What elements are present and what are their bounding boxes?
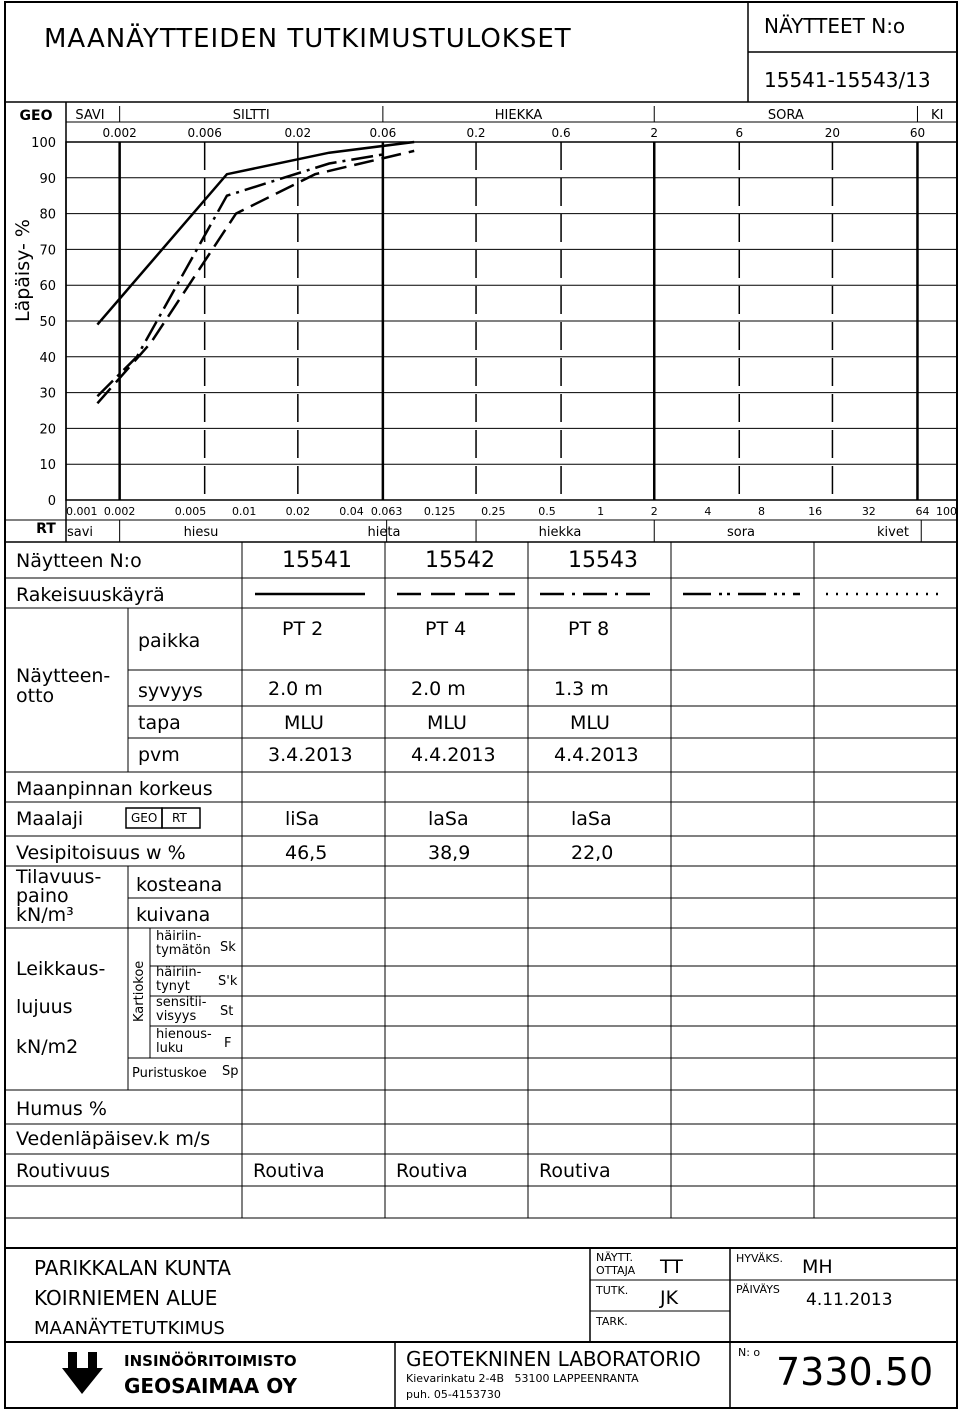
- shear-label-3: kN/m2: [16, 1036, 79, 1058]
- method-1: MLU: [284, 712, 324, 734]
- place-2: PT 4: [425, 618, 467, 640]
- geo-tick-label: 0.006: [187, 126, 222, 140]
- ground-level-label: Maanpinnan korkeus: [16, 778, 213, 800]
- sampler-label-2: OTTAJA: [596, 1264, 636, 1277]
- rt-class-label: sora: [726, 525, 756, 540]
- sample-no-label: Näytteen N:o: [16, 550, 142, 572]
- place-3: PT 8: [568, 618, 610, 640]
- fineness-label-2: luku: [156, 1041, 184, 1056]
- studied-value: JK: [660, 1287, 679, 1309]
- geo-tick-label: 0.02: [284, 126, 312, 140]
- studied-label: TUTK.: [596, 1284, 629, 1297]
- y-tick-label: 10: [39, 458, 56, 474]
- study-name: MAANÄYTETUTKIMUS: [34, 1318, 225, 1339]
- frost-3: Routiva: [539, 1160, 611, 1182]
- fineness-label-1: hienous-: [156, 1027, 212, 1042]
- geo-class-label: SAVI: [75, 108, 105, 123]
- shear-label-2: lujuus: [16, 996, 73, 1018]
- approved-label: HYVÄKS.: [736, 1252, 784, 1265]
- geo-tick-label: 0.2: [466, 126, 486, 140]
- rt-tick-label: 32: [861, 505, 876, 518]
- sampler-value: TT: [660, 1256, 683, 1278]
- disturbed-label-2: tynyt: [156, 979, 190, 994]
- rt-tick-label: 4: [704, 505, 712, 518]
- date-label: pvm: [138, 744, 180, 766]
- water-label: Vesipitoisuus w %: [16, 842, 186, 864]
- soil-label: Maalaji: [16, 808, 84, 830]
- rt-tick-label: 0.002: [103, 505, 136, 518]
- sample-no-3: 15543: [568, 548, 638, 573]
- water-2: 38,9: [428, 842, 471, 864]
- logo-icon: [62, 1352, 103, 1394]
- compression-symbol: Sp: [222, 1064, 239, 1079]
- rt-tick-label: 1: [597, 505, 605, 518]
- soil-rt: RT: [172, 811, 187, 825]
- lab-address: Kievarinkatu 2-4B 53100 LAPPEENRANTA: [406, 1372, 639, 1385]
- sensitivity-label-1: sensitii-: [156, 995, 207, 1010]
- frost-label: Routivuus: [16, 1160, 110, 1182]
- y-axis-label: Läpäisy- %: [12, 219, 34, 322]
- frost-2: Routiva: [396, 1160, 468, 1182]
- place-label: paikka: [138, 630, 201, 652]
- samples-value: 15541-15543/13: [764, 68, 931, 92]
- rt-tick-label: 16: [808, 505, 823, 518]
- method-2: MLU: [427, 712, 467, 734]
- y-tick-label: 80: [39, 207, 56, 223]
- y-tick-label: 100: [31, 136, 56, 151]
- y-tick-label: 0: [47, 494, 56, 509]
- geo-tick-label: 0.6: [551, 126, 571, 140]
- rt-tick-label: 0.02: [285, 505, 311, 518]
- samples-label: NÄYTTEET N:o: [764, 14, 906, 38]
- date-1: 3.4.2013: [268, 744, 353, 766]
- rt-tick-label: 0.25: [481, 505, 506, 518]
- rt-tick-label: 0.01: [231, 505, 257, 518]
- depth-3: 1.3 m: [554, 678, 609, 700]
- rt-tick-label: 2: [650, 505, 658, 518]
- date-2: 4.4.2013: [411, 744, 496, 766]
- y-tick-label: 70: [39, 243, 56, 259]
- water-3: 22,0: [571, 842, 614, 864]
- method-3: MLU: [570, 712, 610, 734]
- soil-3: laSa: [571, 808, 612, 830]
- rt-tick-label: 64: [915, 505, 930, 518]
- disturbed-label-1: häiriin-: [156, 965, 202, 980]
- checked-label: TARK.: [596, 1315, 628, 1328]
- fineness-symbol: F: [224, 1036, 232, 1051]
- humus-label: Humus %: [16, 1098, 107, 1120]
- lab-name: GEOTEKNINEN LABORATORIO: [406, 1347, 701, 1371]
- company-name-2: GEOSAIMAA OY: [124, 1374, 297, 1398]
- method-label: tapa: [138, 712, 181, 734]
- rt-label: RT: [36, 521, 56, 537]
- rt-tick-label: 0.063: [370, 505, 403, 518]
- geo-tick-label: 60: [909, 126, 926, 140]
- date-3: 4.4.2013: [554, 744, 639, 766]
- lab-phone: puh. 05-4153730: [406, 1388, 501, 1401]
- water-1: 46,5: [285, 842, 328, 864]
- density-label-2: paino: [16, 885, 69, 907]
- geo-class-label: HIEKKA: [494, 108, 543, 123]
- shear-label-1: Leikkaus-: [16, 958, 106, 980]
- depth-1: 2.0 m: [268, 678, 323, 700]
- cone-test-label: Kartiokoe: [132, 960, 147, 1022]
- compression-label: Puristuskoe: [132, 1066, 207, 1081]
- grain-size-chart: [0, 0, 960, 545]
- y-tick-label: 30: [39, 386, 56, 402]
- company-name-1: INSINÖÖRITOIMISTO: [124, 1352, 297, 1370]
- rt-tick-label: 8: [758, 505, 766, 518]
- depth-label: syvyys: [138, 680, 203, 702]
- series-line-15542: [97, 151, 414, 403]
- rt-tick-label: 0.005: [174, 505, 207, 518]
- density-wet-label: kosteana: [136, 874, 223, 896]
- geo-label: GEO: [19, 108, 53, 124]
- municipality: PARIKKALAN KUNTA: [34, 1256, 231, 1280]
- report-no-label: N: o: [738, 1346, 761, 1359]
- undisturbed-label-1: häiriin-: [156, 929, 202, 944]
- geo-class-label: SORA: [767, 108, 804, 123]
- area-name: KOIRNIEMEN ALUE: [34, 1286, 218, 1310]
- rt-class-label: hiekka: [538, 525, 582, 540]
- sample-no-1: 15541: [282, 548, 352, 573]
- approved-value: MH: [802, 1256, 833, 1278]
- undisturbed-label-2: tymätön: [156, 943, 211, 958]
- sampler-label-1: NÄYTT.: [596, 1251, 634, 1264]
- geo-tick-label: 0.002: [102, 126, 137, 140]
- soil-geo: GEO: [131, 811, 158, 825]
- depth-2: 2.0 m: [411, 678, 466, 700]
- geo-tick-label: 2: [650, 126, 659, 140]
- density-label-1: Tilavuus-: [16, 866, 102, 888]
- sampling-label: Näytteen- otto: [16, 665, 111, 707]
- y-tick-label: 20: [39, 422, 56, 438]
- rt-tick-label: 0.125: [423, 505, 456, 518]
- curve-label: Rakeisuuskäyrä: [16, 584, 165, 606]
- geo-tick-label: 6: [735, 126, 744, 140]
- rt-tick-label: 0.04: [339, 505, 364, 518]
- y-tick-label: 40: [39, 350, 56, 366]
- y-tick-label: 60: [39, 279, 56, 295]
- rt-class-label: kivet: [877, 525, 909, 540]
- rt-class-label: savi: [66, 525, 94, 540]
- undisturbed-symbol: Sk: [220, 940, 236, 955]
- place-1: PT 2: [282, 618, 324, 640]
- frost-1: Routiva: [253, 1160, 325, 1182]
- rt-class-label: hiesu: [183, 525, 219, 540]
- disturbed-symbol: S'k: [218, 974, 238, 989]
- y-tick-label: 90: [39, 171, 56, 187]
- soil-2: laSa: [428, 808, 469, 830]
- sensitivity-symbol: St: [220, 1004, 234, 1019]
- soil-1: liSa: [285, 808, 320, 830]
- rt-tick-label: 100: [936, 505, 957, 518]
- density-dry-label: kuivana: [136, 904, 211, 926]
- y-tick-label: 50: [39, 315, 56, 330]
- series-line-15541: [97, 142, 414, 325]
- geo-class-label: KI: [931, 108, 944, 123]
- density-label-3: kN/m³: [16, 904, 74, 926]
- report-number: 7330.50: [776, 1350, 934, 1394]
- geo-class-label: SILTTI: [232, 108, 270, 123]
- sensitivity-label-2: visyys: [156, 1009, 197, 1024]
- rt-class-label: hieta: [367, 525, 401, 540]
- report-date-label: PÄIVÄYS: [736, 1283, 780, 1296]
- permeability-label: Vedenläpäisev.k m/s: [16, 1128, 211, 1150]
- geo-tick-label: 20: [824, 126, 841, 140]
- geo-tick-label: 0.06: [369, 126, 397, 140]
- page-title: MAANÄYTTEIDEN TUTKIMUSTULOKSET: [44, 24, 572, 54]
- rt-tick-label: 0.001: [66, 505, 98, 518]
- sample-no-2: 15542: [425, 548, 495, 573]
- rt-tick-label: 0.5: [538, 505, 556, 518]
- report-date: 4.11.2013: [806, 1290, 893, 1310]
